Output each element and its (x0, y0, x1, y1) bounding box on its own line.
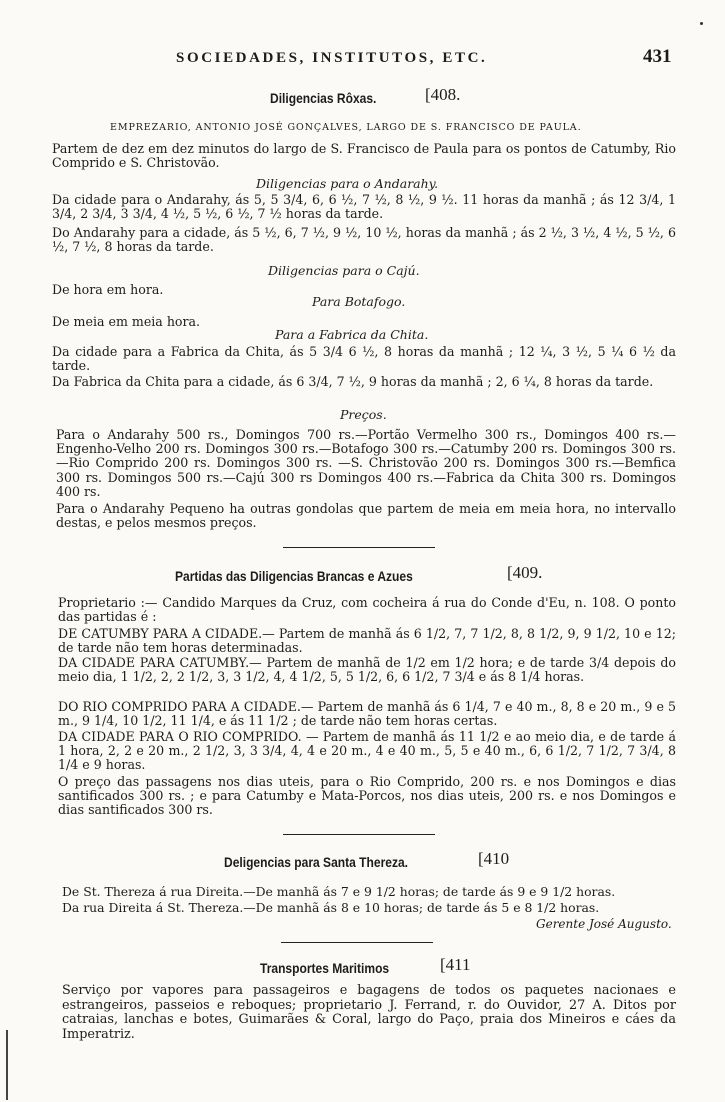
section-408-byline: EMPREZARIO, ANTONIO JOSÉ GONÇALVES, LARGO DE S. FRANCISCO DE PAULA. (110, 122, 582, 133)
section-410-heading (224, 849, 510, 871)
subheading-precos: Preços. (340, 407, 387, 422)
chita-from-city: Da cidade para a Fabrica da Chita, ás 5 3/4 6 ½, 8 horas da manhã ; 12 ¼, 3 ½, 5 ¼ 6 ½ da tarde. (52, 344, 676, 374)
section-409-heading (175, 563, 543, 585)
section-409-title: Partidas das Diligencias Brancas e Azues (175, 568, 413, 584)
margin-scan-line (6, 1030, 8, 1100)
gerente-signature: Gerente José Augusto. (536, 917, 672, 931)
direita-to-thereza: Da rua Direita á St. Thereza.—De manhã ás 8 e 10 horas; de tarde ás 5 e 8 1/2 horas. (62, 900, 600, 915)
city-to-rio-comprido: DA CIDADE PARA O RIO COMPRIDO. — Partem de manhã ás 11 1/2 e ao meio dia, e de tarde á 1 hora, 2, 2 e 20 m., 2 1/2, 3, 3 3/4, 4, 4 e 20 m., 4 e 40 m., 5, 5 e 40 m., 6, 6 1/2, 7 1/2, 7 3/4, 8 1/4 e 9 horas. (58, 729, 676, 773)
proprietario-text: Proprietario :— Candido Marques da Cruz, com cocheira á rua do Conde d'Eu, n. 108. O ponto das partidas é : (58, 595, 676, 625)
rio-comprido-to-city: DO RIO COMPRIDO PARA A CIDADE.— Partem de manhã ás 6 1/4, 7 e 40 m., 8, 8 e 20 m., 9 e 5 m., 9 1/4, 10 1/2, 11 1/4, e ás 11 1/2 ; de tarde não tem horas certas. (58, 699, 676, 729)
running-title: SOCIEDADES, INSTITUTOS, ETC. (176, 50, 488, 66)
section-411-number: [411 (440, 955, 471, 974)
section-408-number: [408. (425, 85, 461, 104)
transportes-text: Serviço por vapores para passageiros e bagagens de todos os paquetes nacionaes e estrangeiros, passeios e reboques; proprietario J. Ferrand, r. do Ouvidor, 27 A. Ditos por catraias, lanchas e botes, Guimarães & Coral, largo do Paço, praia dos Mineiros e cáes da Imperatriz. (62, 983, 676, 1042)
subheading-botafogo: Para Botafogo. (312, 294, 406, 309)
speck-mark (700, 22, 703, 25)
caju-schedule: De hora em hora. (52, 282, 164, 297)
section-410-title: Deligencias para Santa Thereza. (224, 854, 409, 870)
section-408-intro: Partem de dez em dez minutos do largo de S. Francisco de Paula para os pontos de Catumby, Rio Comprido e S. Christovão. (52, 141, 676, 171)
subheading-andarahy: Diligencias para o Andarahy. (256, 176, 439, 191)
section-divider (281, 942, 433, 943)
andarahy-from-city: Da cidade para o Andarahy, ás 5, 5 3/4, 6, 6 ½, 7 ½, 8 ½, 9 ½. 11 horas da manhã ; ás 12 3/4, 1 3/4, 2 3/4, 3 3/4, 4 ½, 5 ½, 6 ½, 7 ½ horas da tarde. (52, 192, 676, 222)
section-408-heading (270, 85, 461, 107)
thereza-to-direita: De St. Thereza á rua Direita.—De manhã ás 7 e 9 1/2 horas; de tarde ás 9 e 9 1/2 horas. (62, 884, 616, 899)
andarahy-pequeno-note: Para o Andarahy Pequeno ha outras gondolas que partem de meia em meia hora, no intervallo destas, e pelos mesmos preços. (56, 501, 676, 531)
page-number: 431 (643, 46, 672, 67)
section-411-title: Transportes Maritimos (260, 960, 390, 976)
botafogo-schedule: De meia em meia hora. (52, 314, 201, 329)
precos-text: Para o Andarahy 500 rs., Domingos 700 rs.—Portão Vermelho 300 rs., Domingos 400 rs.—Engenho-Velho 200 rs. Domingos 300 rs.—Botafogo 300 rs.—Catumby 200 rs. Domingos 300 rs.—Rio Comprido 200 rs. Domingos 300 rs. —S. Christovão 200 rs. Domingos 300 rs.—Bemfica 300 rs. Domingos 500 rs.—Cajú 300 rs Domingos 400 rs.—Fabrica da Chita 300 rs. Domingos 400 rs. (56, 427, 676, 499)
preco-passagens: O preço das passagens nos dias uteis, para o Rio Comprido, 200 rs. e nos Domingos e dias santificados 300 rs. ; e para Catumby e Mata-Porcos, nos dias uteis, 200 rs. e nos Domingos e dias santificados 300 rs. (58, 774, 676, 818)
section-410-number: [410 (478, 849, 510, 868)
andarahy-to-city: Do Andarahy para a cidade, ás 5 ½, 6, 7 ½, 9 ½, 10 ½, horas da manhã ; ás 2 ½, 3 ½, 4 ½, 5 ½, 6 ½, 7 ½, 8 horas da tarde. (52, 225, 676, 255)
subheading-caju: Diligencias para o Cajú. (268, 263, 420, 278)
section-411-heading (260, 955, 471, 977)
section-divider (283, 834, 435, 835)
chita-to-city: Da Fabrica da Chita para a cidade, ás 6 3/4, 7 ½, 9 horas da manhã ; 2, 6 ¼, 8 horas da tarde. (52, 374, 654, 389)
catumby-to-city: DE CATUMBY PARA A CIDADE.— Partem de manhã ás 6 1/2, 7, 7 1/2, 8, 8 1/2, 9, 9 1/2, 10 e 12; de tarde não tem horas determinadas. (58, 626, 676, 656)
city-to-catumby: DA CIDADE PARA CATUMBY.— Partem de manhã de 1/2 em 1/2 hora; e de tarde 3/4 depois do meio dia, 1 1/2, 2, 2 1/2, 3, 3 1/2, 4, 4 1/2, 5, 5 1/2, 6, 6 1/2, 7 3/4 e ás 8 1/4 horas. (58, 655, 676, 685)
subheading-chita: Para a Fabrica da Chita. (275, 327, 429, 342)
section-divider (283, 547, 435, 548)
section-408-title: Diligencias Rôxas. (270, 90, 377, 106)
section-409-number: [409. (507, 563, 543, 582)
